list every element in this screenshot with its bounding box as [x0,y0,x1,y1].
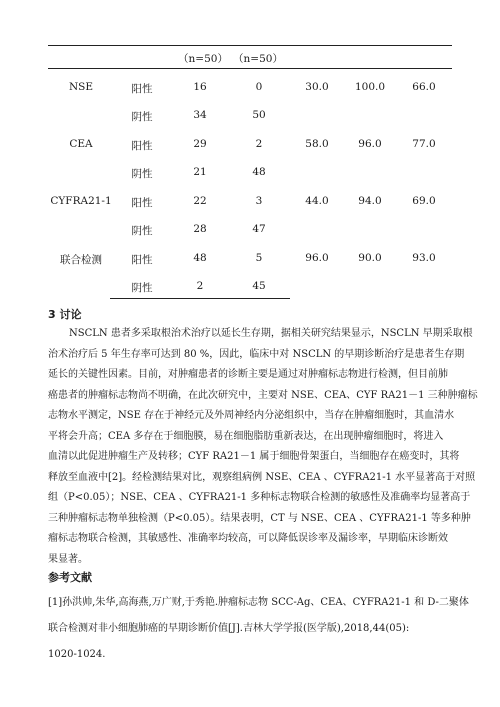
references-heading: 参考文献 [48,571,92,584]
table-cell-control: 47 [252,223,266,235]
table-cell-control: 2 [255,138,263,150]
paragraph-line: NSCLN 患者多采取根治术治疗以延长生存期，据相关研究结果显示，NSCLN 早期采取根 [69,328,473,339]
header-n-control: （n=50） [233,53,283,65]
table-cell-result: 阳性 [131,254,153,266]
table-top-rule [48,45,452,46]
reference-line: 联合检测对非小细胞肺癌的早期诊断价值[J].吉林大学学报(医学版),2018,44(05): [48,623,410,634]
paragraph-line: 癌患者的肿瘤标志物尚不明确，在此次研究中，主要对 NSE、CEA、CYF RA21－1 三种肿瘤标 [48,389,478,401]
table-cell-result: 阴性 [131,282,153,294]
table-cell-marker: NSE [68,81,94,93]
table-cell-accuracy: 66.0 [412,81,436,93]
paragraph-line: 平将会升高；CEA 多存在于细胞膜，易在细胞脂肪重新表达，在出现肿瘤细胞时，将进入 [48,430,444,442]
table-cell-result: 阴性 [131,225,153,237]
table-cell-marker: CYFRA21-1 [50,195,112,207]
table-cell-control: 0 [255,81,263,93]
table-cell-result: 阴性 [131,168,153,180]
table-bottom-rule [110,298,290,299]
table-cell-accuracy: 69.0 [412,195,436,207]
header-n-observation: （n=50） [178,53,228,65]
table-cell-control: 45 [252,280,266,292]
reference-line: 1020-1024. [48,649,106,660]
table-cell-observation: 48 [193,252,207,264]
reference-line: [1]孙洪帅,朱华,高海燕,万广财,于秀艳.肿瘤标志物 SCC-Ag、CEA、CYFRA21-1 和 D-二聚体 [48,597,469,608]
table-cell-control: 3 [255,195,263,207]
table-cell-sensitivity: 30.0 [305,81,329,93]
paragraph-line: 果显著。 [48,553,88,565]
table-cell-control: 48 [252,166,266,178]
table-cell-result: 阴性 [131,111,153,123]
discussion-paragraph [48,324,478,570]
table-cell-observation: 29 [193,138,207,150]
table-cell-observation: 2 [196,280,204,292]
table-cell-result: 阳性 [131,83,153,95]
table-cell-specificity: 96.0 [358,138,382,150]
table-cell-control: 5 [255,252,263,264]
table-cell-specificity: 100.0 [354,81,386,93]
table-cell-marker: CEA [69,138,93,150]
table-cell-sensitivity: 44.0 [305,195,329,207]
reference-list [48,590,469,668]
table-cell-observation: 28 [193,223,207,235]
paragraph-line: 组（P<0.05）；NSE、CEA 、CYFRA21-1 多种标志物联合检测的敏感性及准确率均显著高于 [48,492,471,503]
table-cell-observation: 21 [193,166,207,178]
table-cell-result: 阳性 [131,197,153,209]
table-cell-accuracy: 93.0 [412,252,436,264]
table-cell-observation: 16 [193,81,207,93]
table-cell-observation: 34 [193,109,207,121]
paragraph-line: 瘤标志物联合检测，其敏感性、准确率均较高，可以降低误诊率及漏诊率，早期临床诊断效 [48,533,448,544]
table-cell-observation: 22 [193,195,207,207]
table-cell-result: 阳性 [131,140,153,152]
table-cell-accuracy: 77.0 [412,138,436,150]
table-header-rule [48,68,452,69]
paragraph-line: 血清以此促进肿瘤生产及转移；CYF RA21－1 属于细胞骨架蛋白，当细胞存在癌变时，其将 [48,451,460,462]
paragraph-line: 治术治疗后 5 年生存率可达到 80 %，因此，临床中对 NSCLN 的早期诊断治疗是患者生存期 [48,348,465,360]
section-heading: 3 讨论 [48,308,82,321]
paragraph-line: 三种肿瘤标志物单独检测（P<0.05）。结果表明，CT 与 NSE、CEA 、CYFRA21-1 等多种肿 [48,512,471,524]
table-cell-specificity: 94.0 [358,195,382,207]
table-cell-sensitivity: 58.0 [305,138,329,150]
table-cell-marker: 联合检测 [60,254,102,266]
paragraph-line: 志物水平测定，NSE 存在于神经元及外周神经内分泌组织中，当存在肿瘤细胞时，其血清水 [48,410,455,421]
paragraph-line: 释放至血液中[2]。经检测结果对比，观察组病例 NSE、CEA 、CYFRA21-1 水平显著高于对照 [48,471,476,483]
table-cell-sensitivity: 96.0 [305,252,329,264]
table-cell-control: 50 [252,109,266,121]
table-cell-specificity: 90.0 [358,252,382,264]
paragraph-line: 延长的关键性因素。目前，对肿瘤患者的诊断主要是通过对肿瘤标志物进行检测，但目前肺 [48,369,448,380]
